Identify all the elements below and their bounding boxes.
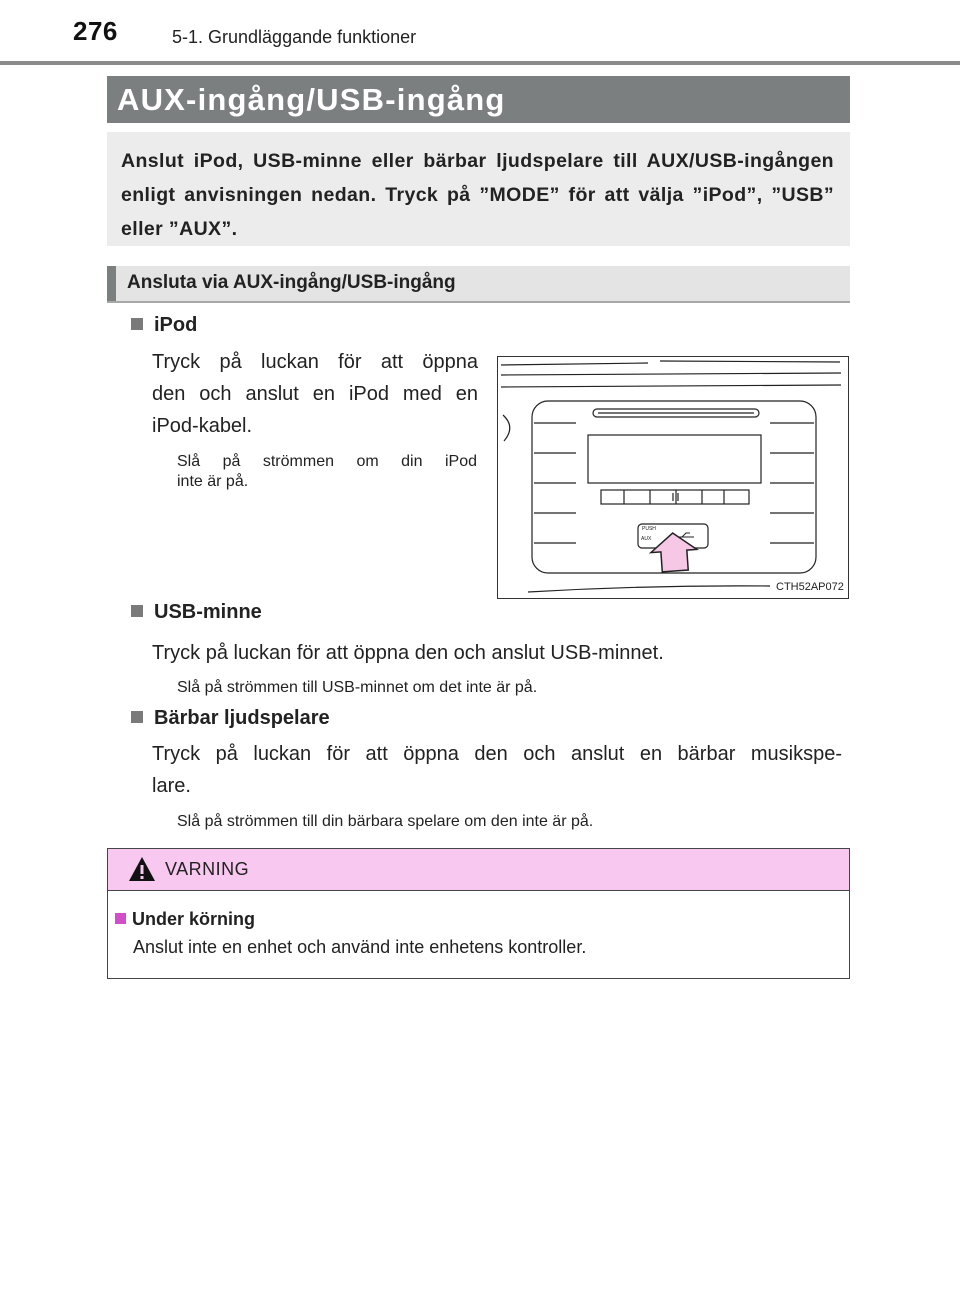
ipod-note <box>177 452 477 492</box>
ipod-body-line-1: Tryck på luckan för att öppna <box>152 351 478 373</box>
portable-note: Slå på strömmen till din bärbara spelare om den inte är på. <box>177 813 594 830</box>
chapter-title: 5-1. Grundläggande funktioner <box>172 27 417 47</box>
ipod-heading <box>131 314 197 337</box>
subsection-bar <box>107 266 850 303</box>
subsection-accent <box>107 266 116 301</box>
audio-unit-drawing <box>498 357 848 598</box>
page-title: AUX-ingång/USB-ingång <box>117 82 506 117</box>
section-title-bar <box>107 76 850 123</box>
warning-subheading <box>115 909 255 930</box>
portable-heading <box>131 707 330 730</box>
figure-code: CTH52AP072 <box>776 581 844 593</box>
subsection-title: Ansluta via AUX-ingång/USB-ingång <box>127 272 456 293</box>
ipod-body-line-3: iPod-kabel. <box>152 415 253 437</box>
warning-icon <box>128 856 156 882</box>
warning-subheading-label: Under körning <box>132 909 256 929</box>
ipod-heading-label: iPod <box>154 314 198 336</box>
warning-header <box>108 849 849 891</box>
usb-heading-label: USB-minne <box>154 601 262 623</box>
square-bullet-icon <box>131 318 143 330</box>
warning-box <box>107 848 850 979</box>
portable-heading-label: Bärbar ljudspelare <box>154 707 330 729</box>
square-bullet-icon <box>131 711 143 723</box>
warning-text: Anslut inte en enhet och använd inte enhetens kontroller. <box>133 937 587 957</box>
push-label: PUSH <box>642 526 656 532</box>
header-divider <box>0 61 960 65</box>
arrow-icon <box>650 531 699 572</box>
warning-title: VARNING <box>165 859 250 879</box>
ipod-note-line-1: Slå på strömmen om din iPod <box>177 453 477 470</box>
usb-body: Tryck på luckan för att öppna den och anslut USB-minnet. <box>152 642 664 664</box>
portable-body-line-1: Tryck på luckan för att öppna den och anslut en bärbar musikspe- <box>152 743 842 765</box>
usb-icon <box>678 533 694 537</box>
intro-box <box>107 132 850 246</box>
square-bullet-icon <box>131 605 143 617</box>
page-number: 276 <box>73 16 118 46</box>
ipod-body <box>152 346 478 442</box>
portable-body-line-2: lare. <box>152 775 191 797</box>
ipod-body-line-2: den och anslut en iPod med en <box>152 383 478 405</box>
portable-body <box>152 738 842 802</box>
ipod-note-line-2: inte är på. <box>177 473 249 490</box>
usb-heading <box>131 601 262 624</box>
intro-text: Anslut iPod, USB-minne eller bärbar ljudspelare till AUX/USB-ingången enligt anvisningen nedan. Tryck på ”MODE” för att välja ”iPod”, ”USB” eller ”AUX”. <box>121 150 834 240</box>
usb-note: Slå på strömmen till USB-minnet om det inte är på. <box>177 679 538 696</box>
square-bullet-icon <box>115 913 126 924</box>
aux-label: AUX <box>641 536 652 542</box>
audio-unit-illustration <box>497 356 849 599</box>
